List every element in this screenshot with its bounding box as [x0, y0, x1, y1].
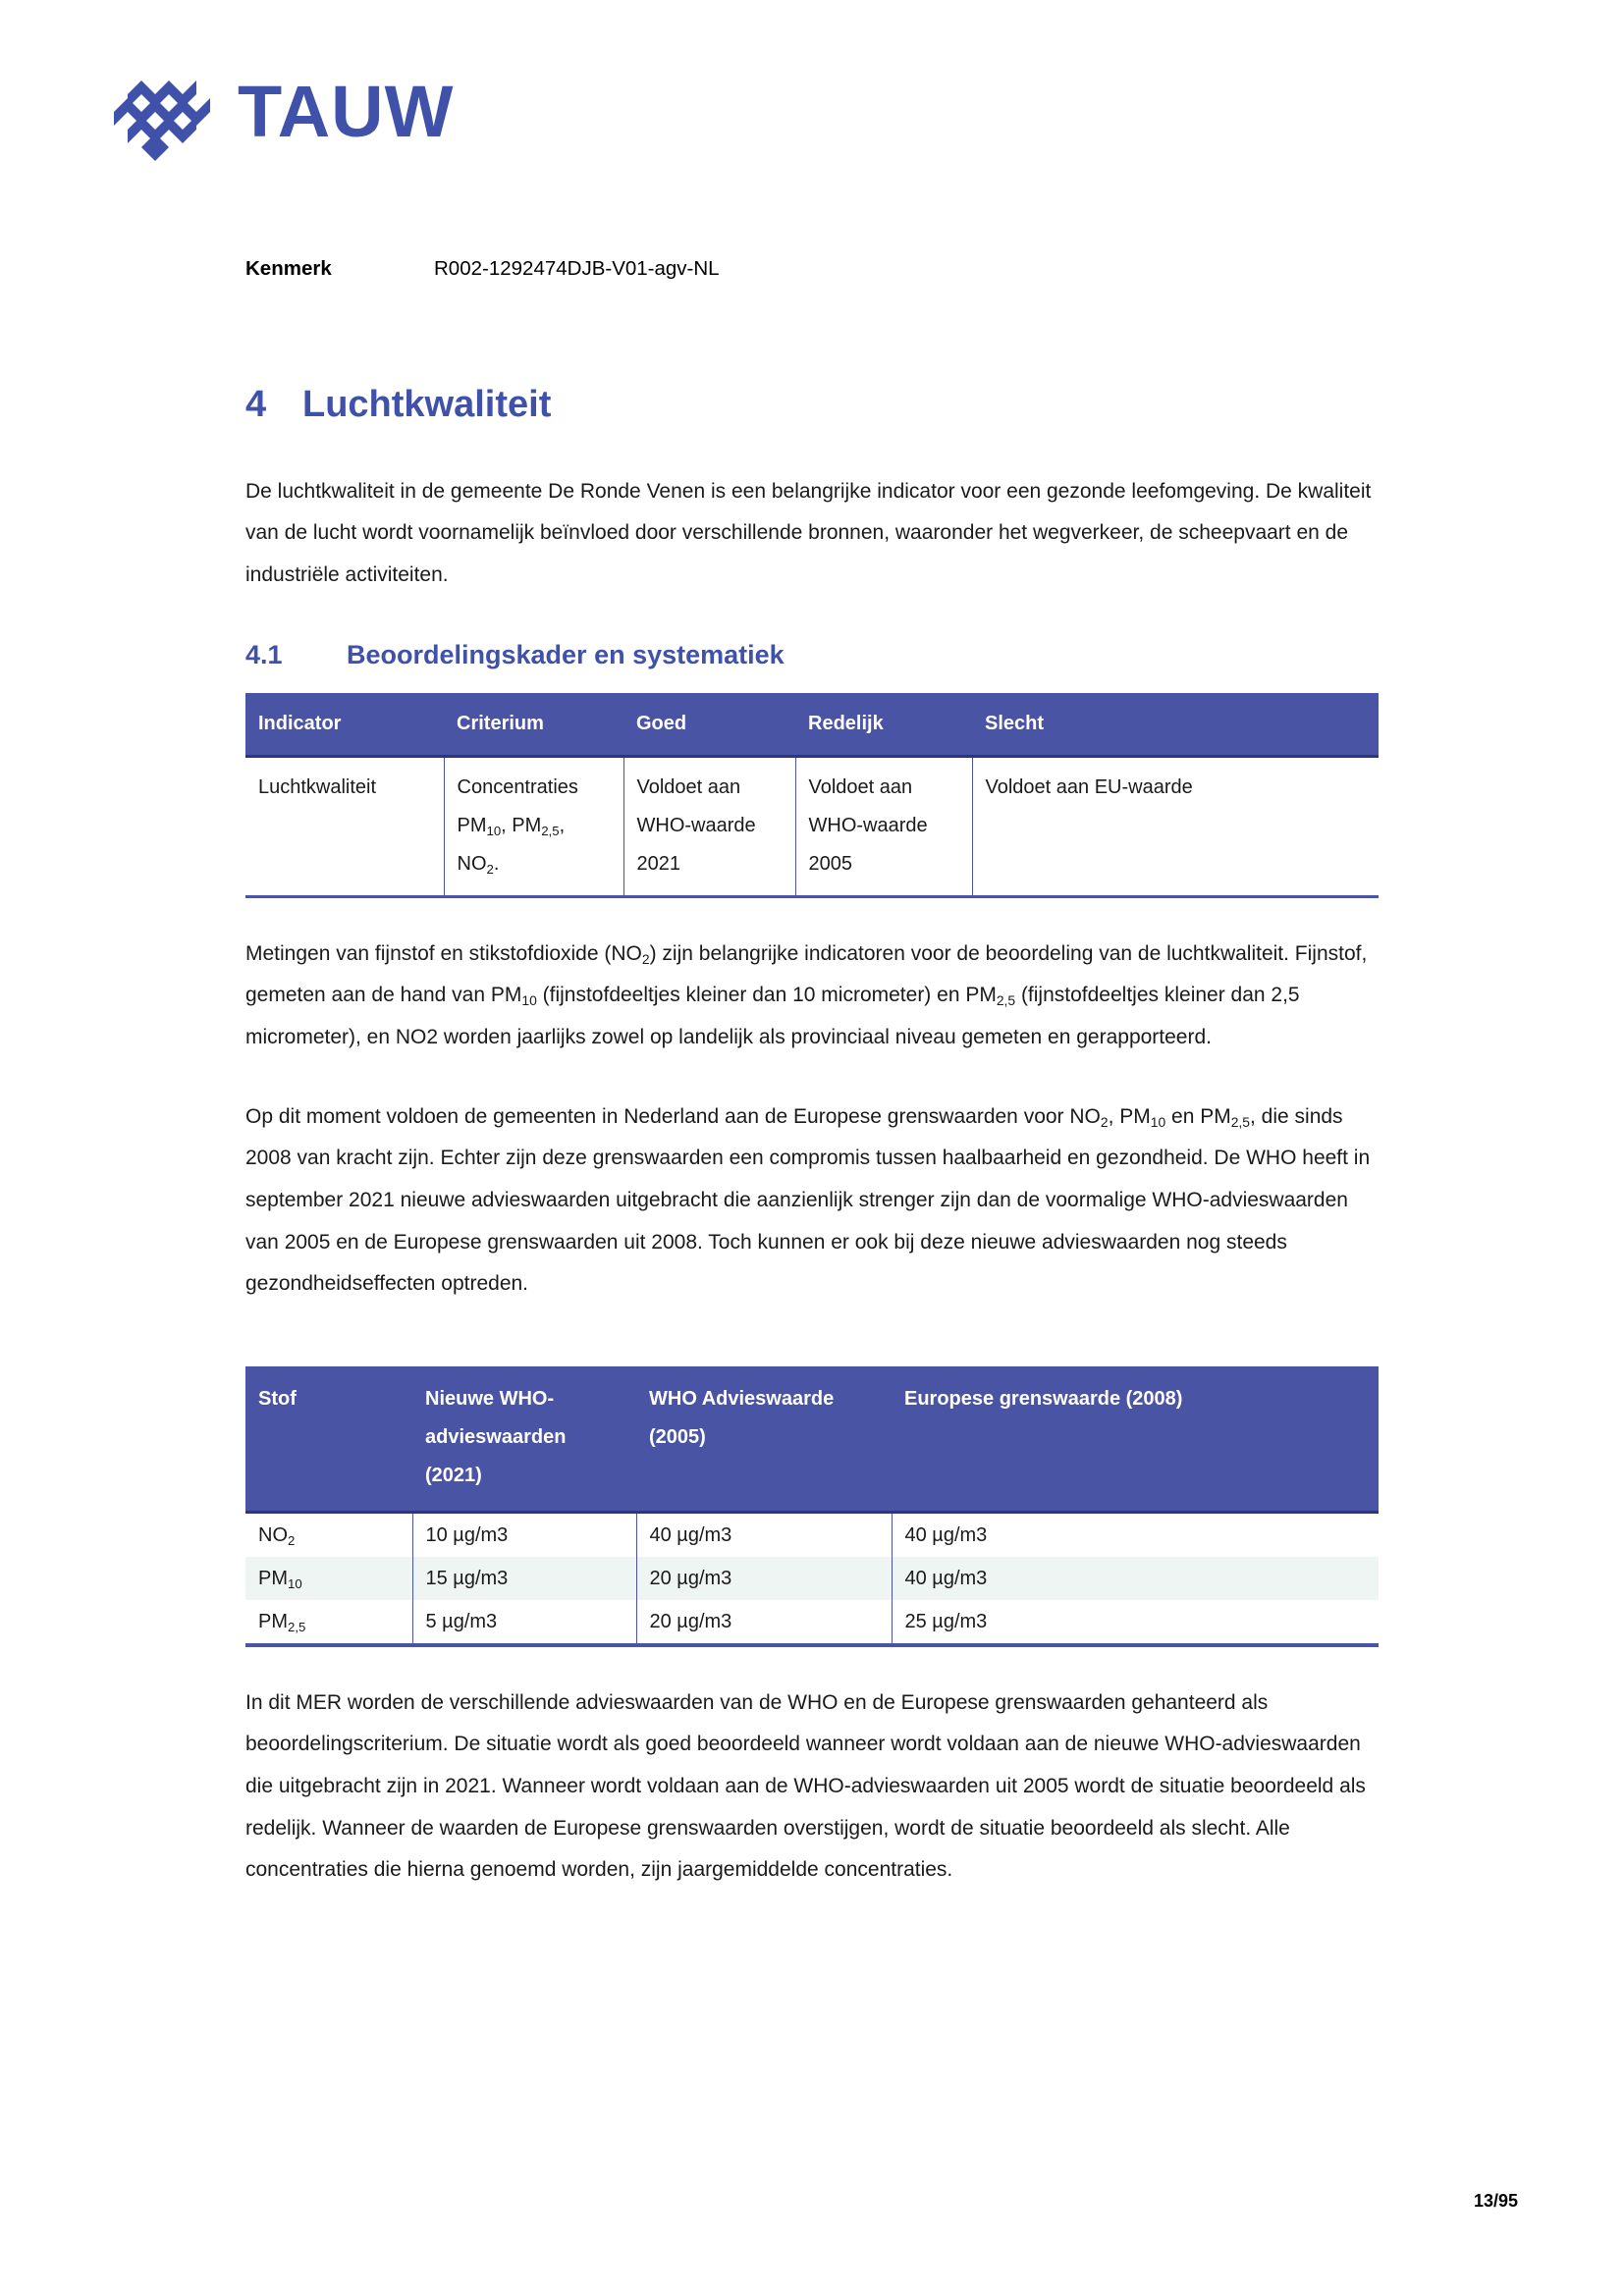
header-who2005-line2: (2005) — [649, 1425, 706, 1448]
column-header-indicator: Indicator — [245, 693, 444, 757]
grenswaarden-seg-4: , die sinds 2008 van kracht zijn. Echter zijn deze grenswaarden een compromis tussen haalbaarheid en gezondheid. De WHO heeft in september 2021 nieuwe advieswaarden uitgebracht die aanzienlijk strenger zijn dan de voormalige WHO-advieswaarden van 2005 en de Europese grenswaarden uit 2008. Toch kunnen er ook bij deze nieuwe advieswaarden nog steeds gezondheidseffecten optreden. — [245, 1104, 1371, 1296]
cell-eu-2008: 40 µg/m3 — [892, 1512, 1379, 1557]
table-header-row — [245, 1366, 1379, 1513]
kenmerk-value: R002-1292474DJB-V01-agv-NL — [434, 257, 720, 280]
criterium-text-5: . — [493, 852, 500, 875]
header-who2005-line1: WHO Advieswaarde — [649, 1387, 835, 1410]
criterium-text-4: , NO — [457, 814, 566, 875]
cell-stof — [245, 1557, 412, 1600]
column-header-who-2021 — [412, 1366, 636, 1513]
cell-eu-2008: 25 µg/m3 — [892, 1600, 1379, 1645]
cell-who-2005: 40 µg/m3 — [636, 1512, 892, 1557]
criterium-sub-2: 2,5 — [541, 823, 560, 838]
column-header-criterium: Criterium — [444, 693, 623, 757]
paragraph-mer: In dit MER worden de verschillende advieswaarden van de WHO en de Europese grenswaarden gehanteerd als beoordelingscriterium. De situatie wordt als goed beoordeeld wanneer wordt voldaan aan de nieuwe WHO-advieswaarden die uitgebracht zijn in 2021. Wanneer wordt voldaan aan de WHO-advieswaarden uit 2005 wordt de situatie beoordeeld als redelijk. Wanneer de waarden de Europese grenswaarden overstijgen, wordt de situatie beoordeeld als slecht. Alle concentraties die hierna genoemd worden, zijn jaargemiddelde concentraties. — [245, 1690, 1366, 1882]
table-header-row — [245, 693, 1379, 757]
header-eu2008-line1: Europese grenswaarde (2008) — [904, 1387, 1183, 1410]
page-number: 13/95 — [1473, 2191, 1518, 2211]
cell-stof — [245, 1600, 412, 1645]
section-heading — [245, 639, 1379, 670]
tauw-logo — [106, 61, 454, 163]
cell-eu-2008: 40 µg/m3 — [892, 1557, 1379, 1600]
kenmerk-label: Kenmerk — [245, 257, 332, 280]
cell-who-2021: 15 µg/m3 — [412, 1557, 636, 1600]
metingen-seg-1: Metingen van fijnstof en stikstofdioxide (NO — [245, 941, 642, 965]
criterium-text-1: Concentraties PM — [457, 775, 578, 836]
stof-sub: 2,5 — [288, 1619, 306, 1634]
cell-who-2021: 5 µg/m3 — [412, 1600, 636, 1645]
chapter-number: 4 — [245, 384, 267, 425]
content-column — [245, 383, 1379, 1892]
cell-who-2005: 20 µg/m3 — [636, 1557, 892, 1600]
cell-redelijk: Voldoet aan WHO-waarde 2005 — [795, 756, 972, 896]
cell-goed: Voldoet aan WHO-waarde 2021 — [623, 756, 795, 896]
table-row — [245, 1600, 1379, 1645]
metingen-sub-1: 2 — [641, 950, 650, 967]
grenswaarden-sub-2: 10 — [1150, 1113, 1166, 1130]
chapter-heading — [245, 383, 1379, 428]
grenswaarden-seg-2: , PM — [1108, 1104, 1151, 1128]
grenswaarden-sub-1: 2 — [1100, 1113, 1109, 1130]
table-row — [245, 756, 1379, 896]
section-title: Beoordelingskader en systematiek — [347, 640, 785, 670]
table-row — [245, 1557, 1379, 1600]
cell-who-2005: 20 µg/m3 — [636, 1600, 892, 1645]
tauw-logo-mark — [106, 61, 212, 163]
column-header-who-2005 — [636, 1366, 892, 1513]
cell-criterium — [444, 756, 623, 896]
stof-text: NO — [258, 1523, 288, 1546]
grenswaarden-seg-1: Op dit moment voldoen de gemeenten in Nederland aan de Europese grenswaarden voor NO — [245, 1104, 1101, 1128]
stof-sub: 2 — [288, 1532, 296, 1548]
column-header-stof — [245, 1366, 412, 1513]
stof-text: PM — [258, 1567, 288, 1589]
header-who2021-line1: Nieuwe WHO- — [425, 1387, 555, 1410]
paragraph-grenswaarden — [245, 1096, 1379, 1306]
column-header-goed: Goed — [623, 693, 795, 757]
metingen-seg-4: (fijnstofdeeltjes kleiner dan 2,5 micrometer), en NO2 worden jaarlijks zowel op landelijk als provinciaal niveau gemeten en gerapporteerd. — [245, 984, 1300, 1049]
header-who2021-line2: advieswaarden (2021) — [425, 1425, 567, 1486]
metingen-seg-2: ) zijn belangrijke indicatoren voor de beoordeling van de luchtkwaliteit. Fijnstof, gemeten aan de hand van PM — [245, 941, 1368, 1007]
grenswaarden-sub-3: 2,5 — [1230, 1113, 1250, 1130]
criterium-text-3: PM — [512, 814, 542, 836]
metingen-sub-3: 2,5 — [996, 992, 1016, 1009]
header-stof-line1: Stof — [258, 1387, 297, 1410]
intro-paragraph: De luchtkwaliteit in de gemeente De Ronde Venen is een belangrijke indicator voor een gezonde leefomgeving. De kwaliteit van de lucht wordt voornamelijk beïnvloed door verschillende bronnen, waaronder het wegverkeer, de scheepvaart en de industriële activiteiten. — [245, 479, 1372, 586]
cell-slecht: Voldoet aan EU-waarde — [972, 756, 1379, 896]
section-number: 4.1 — [245, 640, 283, 670]
column-header-eu-2008 — [892, 1366, 1379, 1513]
criterium-text-2: , — [501, 814, 507, 836]
metingen-seg-3: (fijnstofdeeltjes kleiner dan 10 micrometer) en PM — [536, 984, 997, 1007]
table-row — [245, 1512, 1379, 1557]
table-normwaarden — [245, 1366, 1379, 1647]
criterium-sub-3: 2 — [486, 861, 494, 877]
kenmerk-row — [245, 257, 720, 282]
grenswaarden-seg-3: en PM — [1165, 1104, 1231, 1128]
table-beoordelingskader — [245, 693, 1379, 898]
cell-indicator: Luchtkwaliteit — [245, 756, 444, 896]
column-header-slecht: Slecht — [972, 693, 1379, 757]
chapter-title: Luchtkwaliteit — [302, 384, 552, 425]
cell-who-2021: 10 µg/m3 — [412, 1512, 636, 1557]
stof-sub: 10 — [288, 1575, 302, 1591]
tauw-wordmark: TAUW — [238, 71, 455, 152]
cell-stof — [245, 1512, 412, 1557]
column-header-redelijk: Redelijk — [795, 693, 972, 757]
metingen-sub-2: 10 — [521, 992, 537, 1009]
stof-text: PM — [258, 1610, 288, 1632]
paragraph-metingen — [245, 934, 1379, 1059]
criterium-sub-1: 10 — [486, 823, 502, 838]
